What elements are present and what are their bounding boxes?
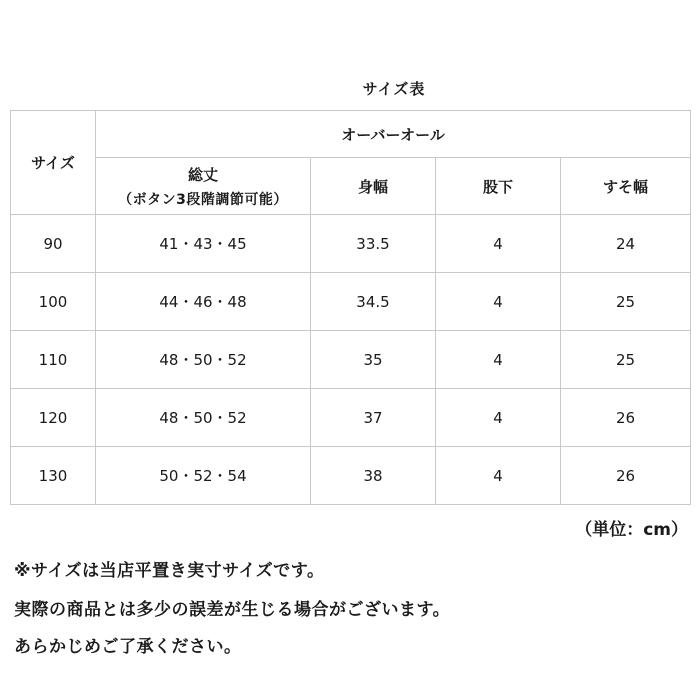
inseam-cell: 4 bbox=[436, 215, 561, 273]
size-column-header: サイズ bbox=[11, 111, 96, 215]
inseam-cell: 4 bbox=[436, 273, 561, 331]
table-row bbox=[11, 331, 691, 389]
length-cell: 50・52・54 bbox=[96, 447, 311, 505]
column-header-hem-width: すそ幅 bbox=[561, 158, 691, 215]
size-cell: 110 bbox=[11, 331, 96, 389]
length-cell: 48・50・52 bbox=[96, 331, 311, 389]
column-header-width: 身幅 bbox=[311, 158, 436, 215]
page-title: サイズ表 bbox=[362, 80, 426, 98]
length-cell: 48・50・52 bbox=[96, 389, 311, 447]
column-header-label: 総丈 bbox=[187, 165, 218, 184]
size-table bbox=[10, 110, 691, 505]
table-row bbox=[11, 273, 691, 331]
hem-width-cell: 26 bbox=[561, 447, 691, 505]
column-header-inseam: 股下 bbox=[436, 158, 561, 215]
column-header-sublabel: （ボタン3段階調節可能） bbox=[118, 191, 288, 208]
length-cell: 41・43・45 bbox=[96, 215, 311, 273]
table-row bbox=[11, 389, 691, 447]
length-cell: 44・46・48 bbox=[96, 273, 311, 331]
size-cell: 90 bbox=[11, 215, 96, 273]
note-line-2: 実際の商品とは多少の誤差が生じる場合がございます。 bbox=[14, 600, 451, 620]
inseam-cell: 4 bbox=[436, 389, 561, 447]
hem-width-cell: 25 bbox=[561, 273, 691, 331]
note-line-3: あらかじめご了承ください。 bbox=[14, 637, 242, 657]
hem-width-cell: 24 bbox=[561, 215, 691, 273]
inseam-cell: 4 bbox=[436, 331, 561, 389]
group-header: オーバーオール bbox=[96, 111, 691, 158]
table-row bbox=[11, 447, 691, 505]
size-cell: 120 bbox=[11, 389, 96, 447]
width-cell: 35 bbox=[311, 331, 436, 389]
size-cell: 130 bbox=[11, 447, 96, 505]
width-cell: 38 bbox=[311, 447, 436, 505]
column-header-length bbox=[96, 158, 311, 215]
unit-note: （単位：cm） bbox=[575, 520, 688, 540]
width-cell: 33.5 bbox=[311, 215, 436, 273]
inseam-cell: 4 bbox=[436, 447, 561, 505]
size-cell: 100 bbox=[11, 273, 96, 331]
width-cell: 34.5 bbox=[311, 273, 436, 331]
note-line-1: ※サイズは当店平置き実寸サイズです。 bbox=[14, 561, 325, 581]
width-cell: 37 bbox=[311, 389, 436, 447]
hem-width-cell: 26 bbox=[561, 389, 691, 447]
hem-width-cell: 25 bbox=[561, 331, 691, 389]
table-row bbox=[11, 215, 691, 273]
